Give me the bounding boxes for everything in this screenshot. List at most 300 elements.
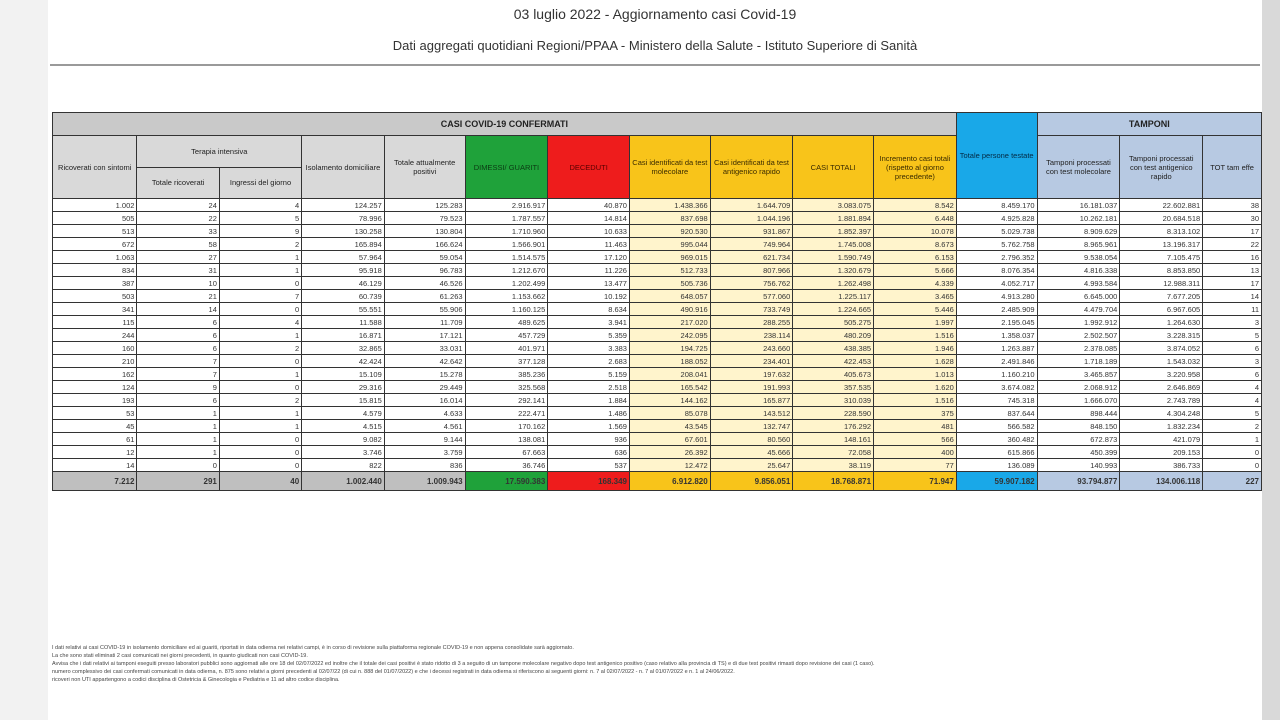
table-cell: 615.866 [956, 446, 1037, 459]
table-cell: 2 [219, 342, 301, 355]
table-cell: 5.359 [548, 329, 630, 342]
table-cell: 10.633 [548, 225, 630, 238]
table-cell: 140.993 [1037, 459, 1120, 472]
table-cell: 0 [219, 277, 301, 290]
table-row [53, 355, 1262, 368]
table-cell: 386.733 [1120, 459, 1203, 472]
table-cell: 148.161 [793, 433, 874, 446]
table-cell: 43.545 [629, 420, 710, 433]
table-cell: 58 [137, 238, 219, 251]
table-cell: 22.602.881 [1120, 199, 1203, 212]
table-cell: 1.262.498 [793, 277, 874, 290]
table-row [53, 329, 1262, 342]
table-cell: 8.542 [874, 199, 957, 212]
table-row [53, 264, 1262, 277]
table-cell: 1 [219, 368, 301, 381]
table-cell: 24 [137, 199, 219, 212]
table-cell: 421.079 [1120, 433, 1203, 446]
table-cell: 132.747 [710, 420, 793, 433]
table-cell: 1.992.912 [1037, 316, 1120, 329]
table-cell: 357.535 [793, 381, 874, 394]
table-cell: 1.566.901 [465, 238, 548, 251]
table-cell: 17 [1203, 225, 1262, 238]
table-cell: 33 [137, 225, 219, 238]
table-cell: 898.444 [1037, 407, 1120, 420]
group-header-tamponi: TAMPONI [1037, 113, 1261, 136]
table-cell: 7.677.205 [1120, 290, 1203, 303]
total-row [53, 472, 1262, 491]
table-cell: 1.710.960 [465, 225, 548, 238]
table-cell: 489.625 [465, 316, 548, 329]
table-cell: 15.815 [302, 394, 385, 407]
footnote: Avvisa che i dati relativi ai tamponi eseguiti presso laboratori pubblici sono aggiornati alle ore 18 del 02/07/2022 ed inoltre che il totale dei casi positivi è stato ridotto di 3 a seguito di un tampone molecolare negativo dopo test antigenico positivo (caso relativo alla provincia di TS) e di due test positivi rimasti dopo revisione dei casi (1 caso). [52, 661, 875, 667]
table-cell: 1 [219, 420, 301, 433]
table-cell: 217.020 [629, 316, 710, 329]
table-cell: 4.925.828 [956, 212, 1037, 225]
header-incremento: Incremento casi totali (rispetto al giorno precedente) [874, 136, 957, 199]
table-cell: 1.263.887 [956, 342, 1037, 355]
header-dimessi: DIMESSI/ GUARITI [465, 136, 548, 199]
table-cell: 733.749 [710, 303, 793, 316]
table-cell: 385.236 [465, 368, 548, 381]
table-cell: 16.181.037 [1037, 199, 1120, 212]
table-cell: 377.128 [465, 355, 548, 368]
table-cell: 1.881.894 [793, 212, 874, 225]
table-cell: 1.013 [874, 368, 957, 381]
table-cell: 2.378.085 [1037, 342, 1120, 355]
table-cell: 22 [1203, 238, 1262, 251]
table-cell: 505.275 [793, 316, 874, 329]
table-cell: 0 [1203, 446, 1262, 459]
table-cell: 13.196.317 [1120, 238, 1203, 251]
table-cell: 17.121 [384, 329, 465, 342]
header-ricoverati: Ricoverati con sintomi [53, 136, 137, 199]
table-cell: 11.709 [384, 316, 465, 329]
header-isolamento: Isolamento domiciliare [302, 136, 385, 199]
table-cell: 1 [137, 420, 219, 433]
scrollbar-track[interactable] [1262, 0, 1280, 720]
table-cell: 2.796.352 [956, 251, 1037, 264]
table-cell: 5.029.738 [956, 225, 1037, 238]
table-cell: 42.642 [384, 355, 465, 368]
table-cell: 341 [53, 303, 137, 316]
table-cell: 45.666 [710, 446, 793, 459]
table-cell: 360.482 [956, 433, 1037, 446]
table-cell: 288.255 [710, 316, 793, 329]
table-cell: 1.590.749 [793, 251, 874, 264]
table-cell: 10.192 [548, 290, 630, 303]
table-cell: 1.997 [874, 316, 957, 329]
total-cell: 291 [137, 472, 219, 491]
table-cell: 1 [137, 407, 219, 420]
table-cell: 16.014 [384, 394, 465, 407]
table-cell: 5.159 [548, 368, 630, 381]
table-cell: 1 [219, 329, 301, 342]
table-cell: 1.320.679 [793, 264, 874, 277]
total-cell: 59.907.182 [956, 472, 1037, 491]
table-cell: 6.645.000 [1037, 290, 1120, 303]
table-cell: 848.150 [1037, 420, 1120, 433]
table-cell: 11.588 [302, 316, 385, 329]
table-cell: 5 [219, 212, 301, 225]
table-cell: 124.257 [302, 199, 385, 212]
table-cell: 130.804 [384, 225, 465, 238]
table-cell: 2.195.045 [956, 316, 1037, 329]
table-cell: 46.129 [302, 277, 385, 290]
table-cell: 1.516 [874, 394, 957, 407]
table-cell: 505.736 [629, 277, 710, 290]
table-cell: 6.967.605 [1120, 303, 1203, 316]
table-row [53, 251, 1262, 264]
total-cell: 40 [219, 472, 301, 491]
table-cell: 2 [219, 238, 301, 251]
table-cell: 7 [137, 368, 219, 381]
table-cell: 457.729 [465, 329, 548, 342]
table-cell: 22 [137, 212, 219, 225]
table-cell: 6 [137, 394, 219, 407]
table-cell: 2.491.846 [956, 355, 1037, 368]
header-tamponi-molecolare: Tamponi processati con test molecolare [1037, 136, 1120, 199]
table-cell: 387 [53, 277, 137, 290]
table-cell: 193 [53, 394, 137, 407]
footnote: numero complessivo dei casi confermati comunicati in data odierna, n. 875 sono relativi a giorni precedenti al 02/07/22 (di cui n. 888 del 01/07/2022) e che i decessi registrati in data odierna si riferiscono ai seguenti giorni: n. 7 al 02/07/2022 - n. 7 al 01/07/2022 e n. 1 al 24/06/2022. [52, 669, 735, 675]
table-cell: 4 [1203, 394, 1262, 407]
table-cell: 9 [137, 381, 219, 394]
header-molecolare: Casi identificati da test molecolare [629, 136, 710, 199]
table-cell: 5.446 [874, 303, 957, 316]
table-cell: 138.081 [465, 433, 548, 446]
table-cell: 1.745.008 [793, 238, 874, 251]
table-cell: 2.068.912 [1037, 381, 1120, 394]
table-cell: 96.783 [384, 264, 465, 277]
header-ti-ingressi: Ingressi del giorno [219, 167, 301, 199]
table-cell: 375 [874, 407, 957, 420]
table-row [53, 394, 1262, 407]
table-cell: 244 [53, 329, 137, 342]
table-cell: 14 [53, 459, 137, 472]
table-cell: 1.666.070 [1037, 394, 1120, 407]
table-cell: 3.674.082 [956, 381, 1037, 394]
table-cell: 648.057 [629, 290, 710, 303]
table-cell: 17.120 [548, 251, 630, 264]
table-cell: 3.465.857 [1037, 368, 1120, 381]
table-cell: 6 [1203, 368, 1262, 381]
table-cell: 125.283 [384, 199, 465, 212]
table-cell: 197.632 [710, 368, 793, 381]
table-cell: 162 [53, 368, 137, 381]
table-cell: 10.262.181 [1037, 212, 1120, 225]
table-cell: 188.052 [629, 355, 710, 368]
table-cell: 191.993 [710, 381, 793, 394]
table-cell: 1.044.196 [710, 212, 793, 225]
total-cell: 93.794.877 [1037, 472, 1120, 491]
table-cell: 920.530 [629, 225, 710, 238]
table-cell: 745.318 [956, 394, 1037, 407]
table-row [53, 368, 1262, 381]
table-cell: 29.316 [302, 381, 385, 394]
table-cell: 160 [53, 342, 137, 355]
table-cell: 38.119 [793, 459, 874, 472]
table-cell: 165.877 [710, 394, 793, 407]
header-deceduti: DECEDUTI [548, 136, 630, 199]
table-cell: 8.909.629 [1037, 225, 1120, 238]
table-cell: 1.718.189 [1037, 355, 1120, 368]
table-cell: 672 [53, 238, 137, 251]
table-cell: 79.523 [384, 212, 465, 225]
table-cell: 8.673 [874, 238, 957, 251]
header-tamponi-antigenico: Tamponi processati con test antigenico rapido [1120, 136, 1203, 199]
table-row [53, 212, 1262, 225]
table-cell: 0 [219, 355, 301, 368]
table-cell: 40.870 [548, 199, 630, 212]
table-cell: 2.916.917 [465, 199, 548, 212]
table-cell: 16 [1203, 251, 1262, 264]
table-cell: 995.044 [629, 238, 710, 251]
table-cell: 16.871 [302, 329, 385, 342]
table-row [53, 303, 1262, 316]
table-cell: 1.852.397 [793, 225, 874, 238]
table-cell: 67.663 [465, 446, 548, 459]
table-cell: 3 [1203, 316, 1262, 329]
table-cell: 3 [1203, 355, 1262, 368]
table-cell: 0 [219, 459, 301, 472]
table-cell: 6.153 [874, 251, 957, 264]
table-cell: 577.060 [710, 290, 793, 303]
header-persone-testate: Totale persone testate [956, 113, 1037, 199]
table-cell: 0 [1203, 459, 1262, 472]
table-cell: 2.646.869 [1120, 381, 1203, 394]
table-cell: 53 [53, 407, 137, 420]
total-cell: 1.009.943 [384, 472, 465, 491]
table-cell: 4.339 [874, 277, 957, 290]
table-cell: 80.560 [710, 433, 793, 446]
table-cell: 3.220.958 [1120, 368, 1203, 381]
table-cell: 9.144 [384, 433, 465, 446]
table-cell: 1.224.665 [793, 303, 874, 316]
table-cell: 31 [137, 264, 219, 277]
table-cell: 77 [874, 459, 957, 472]
table-cell: 1.264.630 [1120, 316, 1203, 329]
table-cell: 36.746 [465, 459, 548, 472]
table-row [53, 381, 1262, 394]
table-cell: 30 [1203, 212, 1262, 225]
table-cell: 143.512 [710, 407, 793, 420]
table-cell: 8.634 [548, 303, 630, 316]
table-cell: 0 [219, 446, 301, 459]
table-cell: 513 [53, 225, 137, 238]
table-cell: 194.725 [629, 342, 710, 355]
table-cell: 95.918 [302, 264, 385, 277]
table-cell: 4.479.704 [1037, 303, 1120, 316]
table-cell: 208.041 [629, 368, 710, 381]
total-cell: 9.856.051 [710, 472, 793, 491]
table-cell: 0 [219, 433, 301, 446]
table-cell: 27 [137, 251, 219, 264]
table-cell: 4.913.280 [956, 290, 1037, 303]
table-cell: 10 [137, 277, 219, 290]
table-cell: 1.832.234 [1120, 420, 1203, 433]
table-cell: 3.746 [302, 446, 385, 459]
table-cell: 7 [137, 355, 219, 368]
table-cell: 438.385 [793, 342, 874, 355]
table-row [53, 342, 1262, 355]
table-cell: 6.448 [874, 212, 957, 225]
table-cell: 170.162 [465, 420, 548, 433]
table-cell: 2.485.909 [956, 303, 1037, 316]
table-cell: 1.516 [874, 329, 957, 342]
table-cell: 243.660 [710, 342, 793, 355]
total-cell: 134.006.118 [1120, 472, 1203, 491]
table-cell: 1 [137, 433, 219, 446]
table-row [53, 199, 1262, 212]
table-cell: 1.486 [548, 407, 630, 420]
table-cell: 8.853.850 [1120, 264, 1203, 277]
table-cell: 20.684.518 [1120, 212, 1203, 225]
table-cell: 1 [137, 446, 219, 459]
table-cell: 1.225.117 [793, 290, 874, 303]
table-cell: 1.946 [874, 342, 957, 355]
table-cell: 566.582 [956, 420, 1037, 433]
table-cell: 4 [1203, 381, 1262, 394]
table-cell: 512.733 [629, 264, 710, 277]
table-cell: 1.787.557 [465, 212, 548, 225]
header-casi-totali: CASI TOTALI [793, 136, 874, 199]
table-cell: 242.095 [629, 329, 710, 342]
table-cell: 55.906 [384, 303, 465, 316]
table-cell: 0 [219, 303, 301, 316]
table-cell: 1.438.366 [629, 199, 710, 212]
table-cell: 450.399 [1037, 446, 1120, 459]
table-cell: 490.916 [629, 303, 710, 316]
header-ti-totale: Totale ricoverati [137, 167, 219, 199]
table-cell: 1.212.670 [465, 264, 548, 277]
table-row [53, 446, 1262, 459]
table-cell: 78.996 [302, 212, 385, 225]
header-antigenico: Casi identificati da test antigenico rapido [710, 136, 793, 199]
table-cell: 9 [219, 225, 301, 238]
table-cell: 124 [53, 381, 137, 394]
table-cell: 621.734 [710, 251, 793, 264]
table-cell: 11.226 [548, 264, 630, 277]
table-cell: 636 [548, 446, 630, 459]
table-cell: 209.153 [1120, 446, 1203, 459]
table-cell: 0 [219, 381, 301, 394]
table-cell: 503 [53, 290, 137, 303]
table-cell: 61.263 [384, 290, 465, 303]
total-cell: 18.768.871 [793, 472, 874, 491]
table-cell: 756.762 [710, 277, 793, 290]
table-cell: 566 [874, 433, 957, 446]
table-cell: 9.538.054 [1037, 251, 1120, 264]
table-cell: 222.471 [465, 407, 548, 420]
table-cell: 61 [53, 433, 137, 446]
table-cell: 1.160.125 [465, 303, 548, 316]
table-cell: 480.209 [793, 329, 874, 342]
table-row [53, 238, 1262, 251]
table-cell: 1.514.575 [465, 251, 548, 264]
footnote: ricoveri non UTI appartengono a codici disciplina di Ostetricia & Ginecologia e Pediatria e 11 ad altro codice disciplina. [52, 677, 340, 683]
table-cell: 4 [219, 316, 301, 329]
table-cell: 55.551 [302, 303, 385, 316]
table-cell: 12.988.311 [1120, 277, 1203, 290]
total-cell: 6.912.820 [629, 472, 710, 491]
table-cell: 10.078 [874, 225, 957, 238]
table-cell: 537 [548, 459, 630, 472]
page-title: 03 luglio 2022 - Aggiornamento casi Covid-19 [513, 6, 797, 22]
table-cell: 144.162 [629, 394, 710, 407]
table-cell: 4.579 [302, 407, 385, 420]
left-gutter [0, 0, 48, 720]
table-cell: 5 [1203, 329, 1262, 342]
table-cell: 136.089 [956, 459, 1037, 472]
table-cell: 13.477 [548, 277, 630, 290]
total-cell: 227 [1203, 472, 1262, 491]
table-cell: 1.153.662 [465, 290, 548, 303]
covid-table [52, 112, 1262, 491]
table-cell: 6 [137, 342, 219, 355]
table-cell: 6 [137, 316, 219, 329]
table-row [53, 420, 1262, 433]
table-cell: 2 [1203, 420, 1262, 433]
table-cell: 1.063 [53, 251, 137, 264]
table-cell: 5 [1203, 407, 1262, 420]
table-cell: 2.743.789 [1120, 394, 1203, 407]
table-cell: 969.015 [629, 251, 710, 264]
table-cell: 749.964 [710, 238, 793, 251]
table-cell: 837.644 [956, 407, 1037, 420]
table-cell: 46.526 [384, 277, 465, 290]
table-cell: 21 [137, 290, 219, 303]
table-cell: 7 [219, 290, 301, 303]
table-cell: 45 [53, 420, 137, 433]
table-cell: 1.644.709 [710, 199, 793, 212]
table-row [53, 225, 1262, 238]
table-cell: 8.313.102 [1120, 225, 1203, 238]
table-cell: 210 [53, 355, 137, 368]
footnote: La che sono stati eliminati 2 casi comunicati nei giorni precedenti, in quanto giudicati non casi COVID-19. [52, 653, 308, 659]
table-cell: 4.561 [384, 420, 465, 433]
table-cell: 165.894 [302, 238, 385, 251]
table-row [53, 277, 1262, 290]
total-cell: 17.590.383 [465, 472, 548, 491]
table-row [53, 433, 1262, 446]
total-cell: 7.212 [53, 472, 137, 491]
table-cell: 310.039 [793, 394, 874, 407]
table-cell: 401.971 [465, 342, 548, 355]
table-cell: 11 [1203, 303, 1262, 316]
table-cell: 3.874.052 [1120, 342, 1203, 355]
page-subtitle: Dati aggregati quotidiani Regioni/PPAA - Ministero della Salute - Istituto Superiore di Sanità [392, 38, 918, 53]
table-cell: 837.698 [629, 212, 710, 225]
table-cell: 0 [137, 459, 219, 472]
table-cell: 2.683 [548, 355, 630, 368]
table-cell: 33.031 [384, 342, 465, 355]
table-cell: 38 [1203, 199, 1262, 212]
table-cell: 481 [874, 420, 957, 433]
table-cell: 85.078 [629, 407, 710, 420]
total-cell: 71.947 [874, 472, 957, 491]
table-cell: 2 [219, 394, 301, 407]
table-cell: 238.114 [710, 329, 793, 342]
table-cell: 936 [548, 433, 630, 446]
table-cell: 836 [384, 459, 465, 472]
table-cell: 59.054 [384, 251, 465, 264]
table-cell: 1.358.037 [956, 329, 1037, 342]
table-cell: 672.873 [1037, 433, 1120, 446]
table-cell: 57.964 [302, 251, 385, 264]
table-cell: 72.058 [793, 446, 874, 459]
header-positivi: Totale attualmente positivi [384, 136, 465, 199]
